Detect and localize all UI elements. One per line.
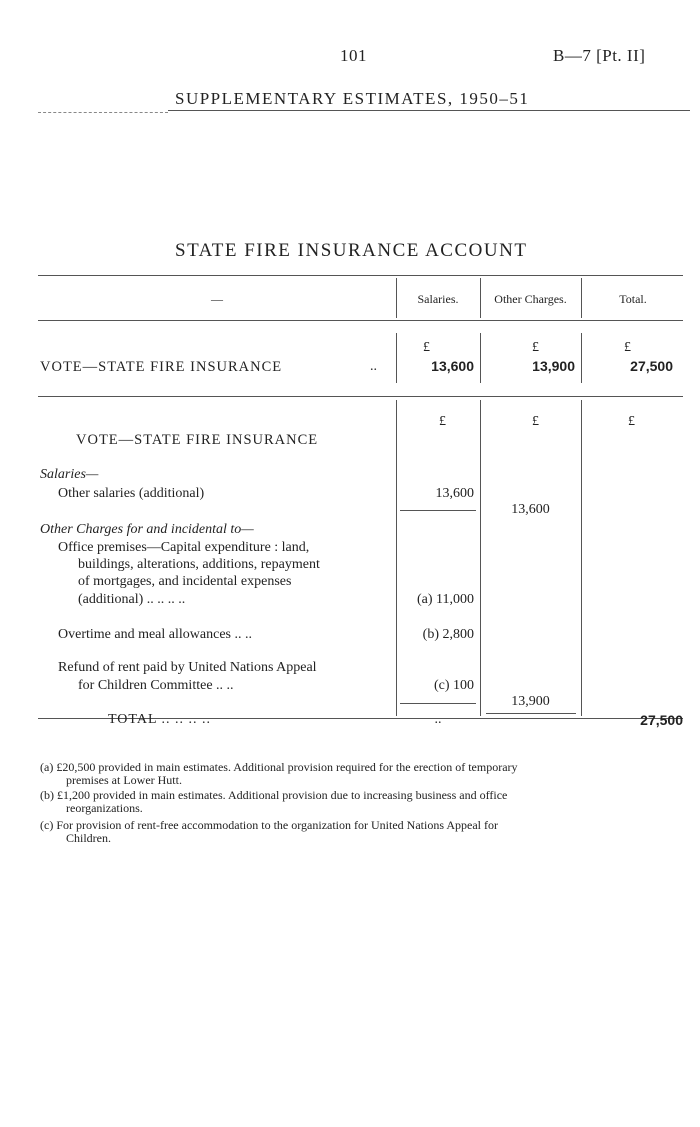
other-salaries-value: 13,600: [435, 486, 474, 501]
overtime-label: Overtime and meal allowances .. ..: [58, 627, 252, 642]
col-divider-3-detail: [581, 400, 582, 716]
office-premises-line-4: (additional) .. .. .. ..: [78, 592, 186, 607]
refund-value: (c) 100: [433, 678, 474, 693]
summary-vote-label: VOTE—STATE FIRE INSURANCE: [40, 359, 283, 375]
col-divider-1-detail: [396, 400, 397, 716]
footnote-b: [40, 789, 685, 815]
header-rule: [168, 110, 690, 111]
total-label: TOTAL .. .. .. ..: [108, 712, 211, 727]
other-charges-heading: Other Charges for and incidental to—: [40, 522, 254, 537]
other-charges-subtotal-rule-a: [400, 703, 476, 704]
total-value: 27,500: [640, 712, 683, 728]
summary-currency-other: £: [532, 340, 539, 355]
detail-currency-other: £: [532, 414, 539, 429]
page-number: 101: [340, 46, 367, 65]
column-header-salaries: Salaries.: [417, 292, 459, 306]
footnote-b-cont: reorganizations.: [66, 801, 143, 815]
detail-vote-title: VOTE—STATE FIRE INSURANCE: [76, 432, 319, 448]
footnote-a-text: (a) £20,500 provided in main estimates. Additional provision required for the erection of temporary: [40, 760, 518, 774]
summary-salaries: 13,600: [431, 358, 474, 374]
office-premises-line-2: buildings, alterations, additions, repayment: [78, 557, 320, 572]
refund-line-2: for Children Committee .. ..: [78, 678, 234, 693]
header-rule-left: [38, 112, 168, 113]
total-salaries: ..: [434, 712, 442, 727]
salaries-heading: Salaries—: [40, 467, 99, 482]
detail-currency-total: £: [628, 414, 635, 429]
salaries-subtotal: 13,600: [511, 502, 550, 517]
footnote-b-text: (b) £1,200 provided in main estimates. Additional provision due to increasing business and office: [40, 788, 508, 802]
table-summary-rule: [38, 396, 683, 397]
footnote-c-cont: Children.: [66, 831, 111, 845]
other-charges-subtotal: 13,900: [511, 694, 550, 709]
document-subtitle: SUPPLEMENTARY ESTIMATES, 1950–51: [175, 89, 530, 108]
footnote-a: [40, 761, 685, 787]
office-premises-line-1: Office premises—Capital expenditure : land,: [58, 540, 310, 555]
summary-leader: ..: [370, 359, 377, 374]
summary-total: 27,500: [630, 358, 673, 374]
salaries-subtotal-rule: [400, 510, 476, 511]
office-premises-line-3: of mortgages, and incidental expenses: [78, 574, 292, 589]
footnote-a-cont: premises at Lower Hutt.: [66, 773, 182, 787]
overtime-value: (b) 2,800: [422, 627, 474, 642]
office-premises-value: (a) 11,000: [416, 592, 474, 607]
table-header-rule: [38, 320, 683, 321]
column-header-label: —: [211, 292, 223, 306]
other-salaries-label: Other salaries (additional): [58, 486, 205, 501]
account-title: STATE FIRE INSURANCE ACCOUNT: [175, 240, 528, 261]
other-charges-subtotal-rule-b: [486, 713, 576, 714]
table-top-rule: [38, 275, 683, 276]
summary-currency-total: £: [624, 340, 631, 355]
summary-other-charges: 13,900: [532, 358, 575, 374]
page-reference: B—7 [Pt. II]: [553, 46, 646, 65]
footnote-c-text: (c) For provision of rent-free accommodation to the organization for United Nations Appeal for: [40, 818, 498, 832]
col-divider-2-detail: [480, 400, 481, 716]
column-header-total: Total.: [619, 292, 647, 306]
summary-currency-salaries: £: [423, 340, 430, 355]
detail-currency-salaries: £: [439, 414, 446, 429]
footnote-c: [40, 819, 685, 845]
refund-line-1: Refund of rent paid by United Nations Appeal: [58, 660, 317, 675]
column-header-other-charges: Other Charges.: [494, 292, 567, 306]
